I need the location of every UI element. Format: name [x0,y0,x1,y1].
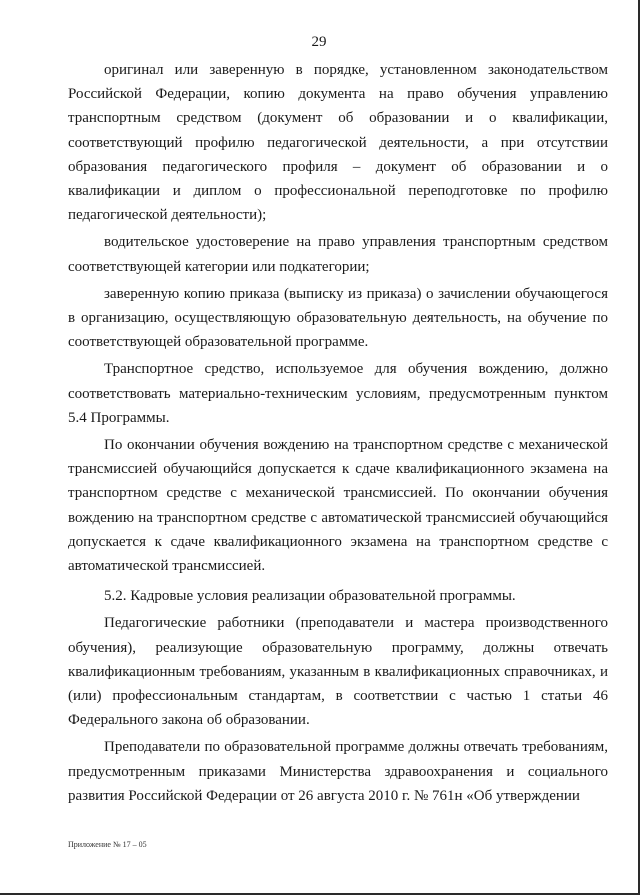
paragraph-original-copy: оригинал или заверенную в порядке, установленном законодательством Российской Федерации, копию документа на право обучения управлению транспортным средством (документ об образовании и о квалификации, соответствующий профилю педагогической деятельности, а при отсутствии образования педагогического профиля – документ об образовании и о квалификации и диплом о профессиональной переподготовке по профилю педагогической деятельности); [68,62,608,224]
paragraph-driver-license: водительское удостоверение на право управления транспортным средством соответствующей категории или подкатегории; [68,234,608,275]
paragraph-enrollment-order: заверенную копию приказа (выписку из приказа) о зачислении обучающегося в организацию, осуществляющую образовательную деятельность, на обучение по соответствующей образовательной программе. [68,285,608,351]
footer-reference: Приложение № 17 – 05 [68,840,147,849]
paragraph-transmission-exam: По окончании обучения вождению на транспортном средстве с механической трансмиссией обучающийся допускается к сдаче квалификационного экзамена на транспортном средстве с механической трансмиссией. По окончании обучения вождению на транспортном средстве с автоматической трансмиссией обучающийся допускается к сдаче квалификационного экзамена на транспортном средстве с автоматической трансмиссией. [68,437,608,575]
section-heading-5-2: 5.2. Кадровые условия реализации образовательной программы. [104,588,516,605]
paragraph-vehicle-requirements: Транспортное средство, используемое для обучения вождению, должно соответствовать материально-техническим условиям, предусмотренным пунктом 5.4 Программы. [68,361,608,426]
page-number: 29 [311,34,327,50]
paragraph-teacher-requirements: Преподаватели по образовательной программе должны отвечать требованиям, предусмотренным приказами Министерства здравоохранения и социального развития Российской Федерации от 26 августа 2010 г. № 761н «Об утверждении [68,739,608,804]
body-text [68,58,608,808]
paragraph-teaching-staff: Педагогические работники (преподаватели и мастера производственного обучения), реализующие образовательную программу, должны отвечать квалификационным требованиям, указанным в квалификационных справочниках, и (или) профессиональным стандартам, в соответствии с частью 1 статьи 46 Федерального закона об образовании. [68,615,608,729]
